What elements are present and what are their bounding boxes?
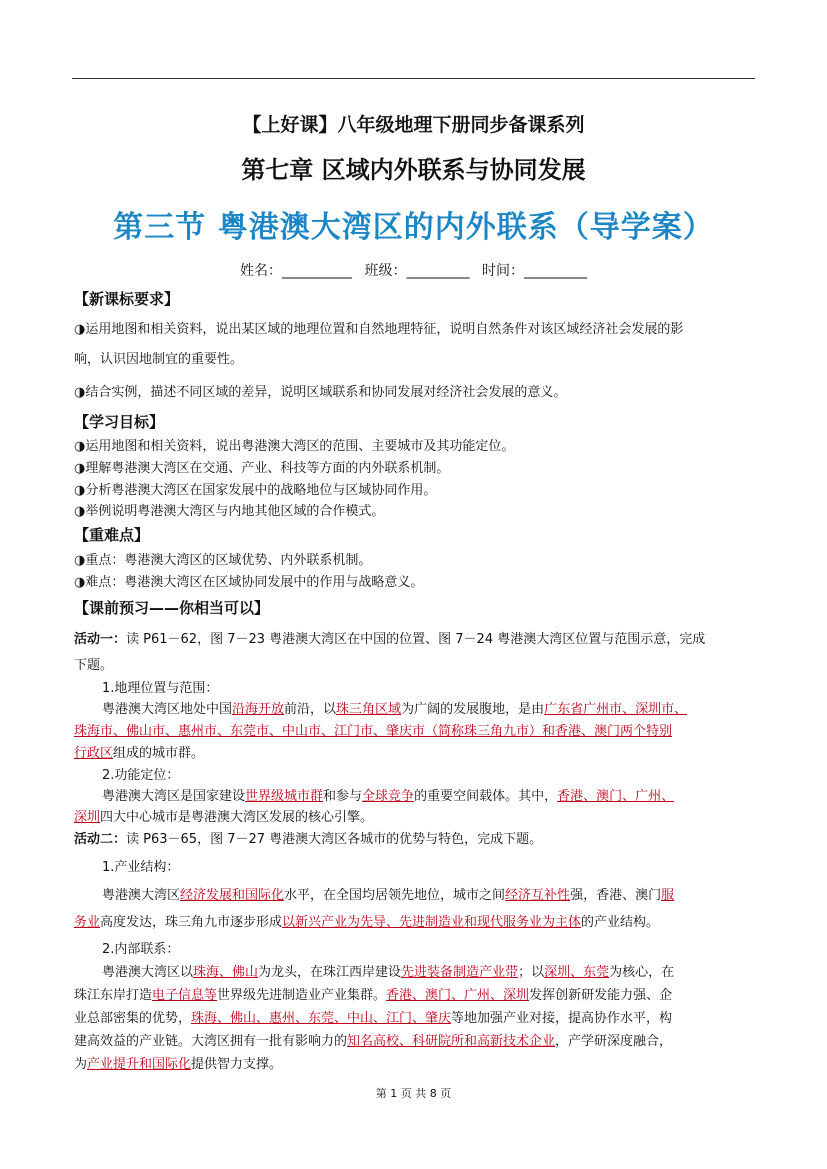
name-field[interactable]: 姓名：__________ [240, 263, 353, 279]
q4-answer: 香港、澳门、广州、深圳 [386, 988, 530, 1003]
chapter-title: 第七章 区域内外联系与协同发展 [241, 155, 586, 184]
q3-answer: 经济发展和国际化 [180, 888, 285, 903]
activity-1-text: 读 P61－62，图 7－23 粤港澳大湾区在中国的位置、图 7－24 粤港澳大湾区位置与范围示意，完成 [126, 632, 706, 647]
student-info-row [0, 260, 827, 280]
q1-answer: 广东省广州市、深圳市、 [544, 702, 688, 717]
activity-1-cont: 下题。 [74, 658, 114, 673]
q1-answer: 行政区 [74, 746, 114, 761]
q2-answer: 香港、澳门、广州、 [557, 789, 675, 804]
q2-line-2 [74, 806, 764, 825]
q2-text: 的重要空间载体。其中， [414, 789, 558, 804]
q2-answer: 全球竞争 [362, 789, 415, 804]
keypoints-heading: 【重难点】 [74, 526, 150, 544]
q2-text: 粤港澳大湾区是国家建设 [102, 789, 246, 804]
q1-line-2 [74, 720, 764, 739]
q3-text: 高度发达，珠三角九市逐步形成 [100, 915, 283, 930]
q3-line-1 [102, 884, 792, 903]
goal-item: ◑举例说明粤港澳大湾区与内地其他区域的合作模式。 [74, 504, 385, 519]
q4-text: 为核心，在 [609, 965, 675, 980]
preview-heading: 【课前预习——你相当可以】 [74, 599, 270, 617]
q4-text: 建高效益的产业链。大湾区拥有一批有影响力的 [74, 1034, 348, 1049]
activity-2-label: 活动二： [74, 832, 127, 847]
q1-answer: 沿海开放 [232, 702, 285, 717]
q4-answer: 珠海、佛山、惠州、东莞、中山、江门、肇庆 [191, 1011, 452, 1026]
requirement-item-1-cont: 响，认识因地制宜的重要性。 [74, 352, 244, 367]
keypoint-item: ◑难点：粤港澳大湾区在区域协同发展中的作用与战略意义。 [74, 575, 424, 590]
goal-item: ◑分析粤港澳大湾区在国家发展中的战略地位与区域协同作用。 [74, 483, 437, 498]
keypoint-item: ◑重点：粤港澳大湾区的区域优势、内外联系机制。 [74, 553, 372, 568]
q3-line-2 [74, 911, 764, 930]
activity-1-line [74, 628, 764, 647]
q4-text: ；以 [518, 965, 545, 980]
series-title: 【上好课】八年级地理下册同步备课系列 [242, 114, 585, 136]
requirement-item-1: ◑运用地图和相关资料，说出某区域的地理位置和自然地理特征，说明自然条件对该区域经济社会发展的影 [74, 322, 684, 337]
q4-text: 等地加强产业对接，提高协作水平，构 [451, 1011, 673, 1026]
activity-2-line [74, 828, 764, 847]
q4-line-4 [74, 1030, 764, 1049]
q4-text: 业总部密集的优势， [74, 1011, 192, 1026]
q2-answer: 深圳 [74, 810, 101, 825]
q3-text: 强，香港、澳门 [570, 888, 662, 903]
q4-text: ，产学研深度融合， [555, 1034, 673, 1049]
q2-title: 2.功能定位： [102, 768, 180, 783]
q4-line-2 [74, 984, 764, 1003]
q4-text: 珠江东岸打造 [74, 988, 153, 1003]
time-field[interactable]: 时间：_________ [481, 263, 587, 279]
q4-answer: 先进装备制造产业带 [401, 965, 519, 980]
q4-answer: 电子信息等 [152, 988, 218, 1003]
q4-answer: 产业提升和国际化 [87, 1057, 192, 1072]
q3-text: 的产业结构。 [581, 915, 660, 930]
q4-text: 为 [74, 1057, 88, 1072]
goal-item: ◑理解粤港澳大湾区在交通、产业、科技等方面的内外联系机制。 [74, 461, 450, 476]
q1-title: 1.地理位置与范围： [102, 681, 219, 696]
q1-answer: 珠三角区域 [336, 702, 402, 717]
q3-answer: 服 [661, 888, 675, 903]
goal-item: ◑运用地图和相关资料，说出粤港澳大湾区的范围、主要城市及其功能定位。 [74, 439, 515, 454]
q4-answer: 珠海、佛山 [193, 965, 259, 980]
page-number: 第 1 页 共 8 页 [375, 1087, 452, 1100]
q2-answer: 世界级城市群 [245, 789, 324, 804]
q3-answer: 经济互补性 [505, 888, 571, 903]
q1-answer: 珠海市、佛山市、惠州市、东莞市、中山市、江门市、肇庆市（简称珠三角九市）和香港、澳门两个特别 [74, 724, 673, 739]
q4-title: 2.内部联系： [102, 942, 180, 957]
q2-line-1 [102, 785, 792, 804]
q4-text: 为龙头，在珠江西岸建设 [258, 965, 402, 980]
activity-1-label: 活动一： [74, 632, 127, 647]
q4-line-3 [74, 1007, 764, 1026]
q1-line-1 [102, 698, 792, 717]
q4-answer: 深圳、东莞 [544, 965, 610, 980]
q3-text: 水平，在全国均居领先地位，城市之间 [284, 888, 506, 903]
q3-answer: 务业 [74, 915, 101, 930]
class-field[interactable]: 班级：_________ [364, 263, 470, 279]
q4-text: 提供智力支撑。 [191, 1057, 283, 1072]
activity-2-text: 读 P63－65，图 7－27 粤港澳大湾区各城市的优势与特色，完成下题。 [126, 832, 543, 847]
q4-text: 世界级先进制造业产业集群。 [217, 988, 387, 1003]
requirements-heading: 【新课标要求】 [74, 290, 180, 308]
q1-text: 组成的城市群。 [113, 746, 205, 761]
q3-answer: 以新兴产业为先导、先进制造业和现代服务业为主体 [282, 915, 582, 930]
q4-text: 发挥创新研发能力强、企 [529, 988, 673, 1003]
q4-text: 粤港澳大湾区以 [102, 965, 194, 980]
goals-heading: 【学习目标】 [74, 413, 165, 431]
section-title: 第三节 粤港澳大湾区的内外联系（导学案） [113, 210, 714, 245]
q1-text: 前沿，以 [284, 702, 337, 717]
q1-line-3 [74, 742, 764, 761]
q3-text: 粤港澳大湾区 [102, 888, 181, 903]
requirement-item-2: ◑结合实例，描述不同区域的差异，说明区域联系和协同发展对经济社会发展的意义。 [74, 385, 567, 400]
q4-answer: 知名高校、科研院所和高新技术企业 [347, 1034, 556, 1049]
header-rule [72, 78, 755, 79]
q2-text: 和参与 [323, 789, 363, 804]
q1-text: 为广阔的发展腹地，是由 [401, 702, 545, 717]
q4-line-5 [74, 1053, 764, 1072]
q4-line-1 [102, 961, 792, 980]
q2-text: 四大中心城市是粤港澳大湾区发展的核心引擎。 [100, 810, 374, 825]
q1-text: 粤港澳大湾区地处中国 [102, 702, 233, 717]
q3-title: 1.产业结构： [102, 860, 180, 875]
